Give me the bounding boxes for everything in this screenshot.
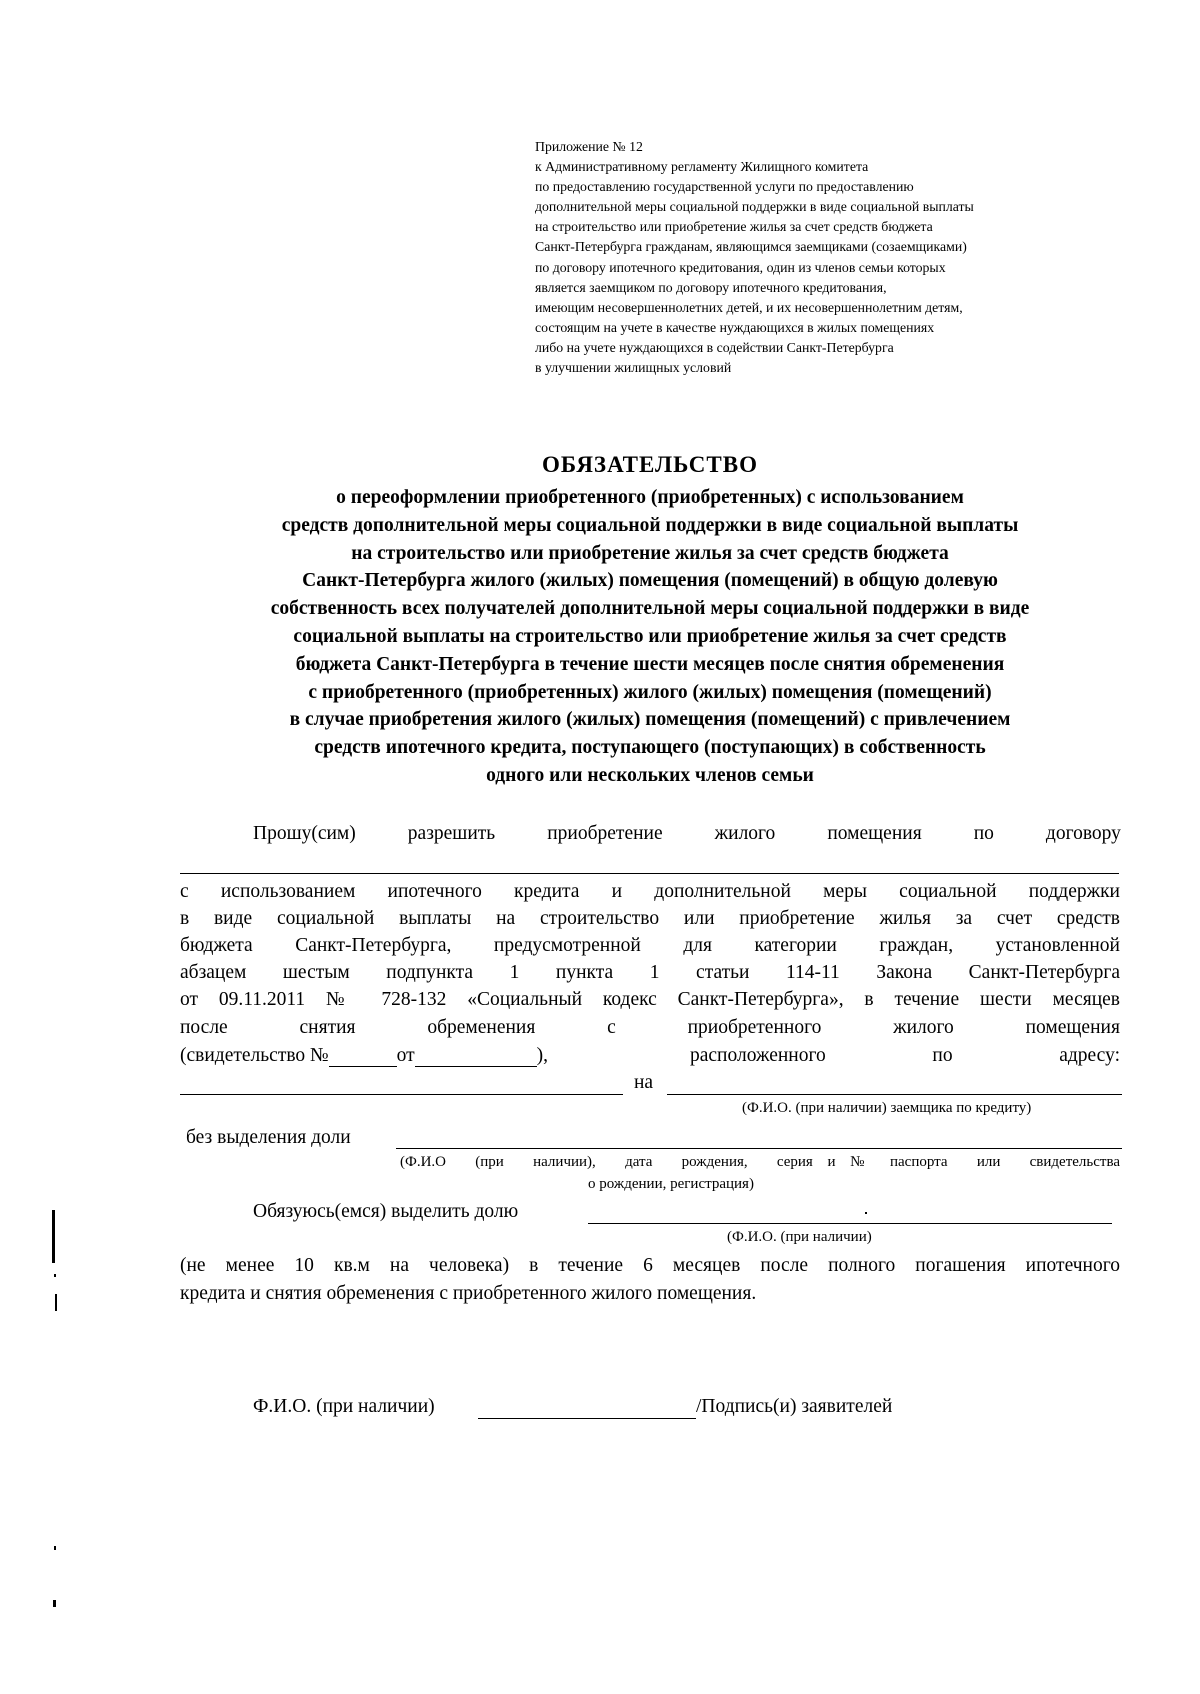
request-word: по	[973, 823, 994, 844]
annex-line: либо на учете нуждающихся в содействии Санкт-Петербурга	[535, 339, 894, 355]
document-subtitle	[140, 484, 1160, 790]
without-share-label: без выделения доли	[186, 1127, 351, 1148]
subtitle-line: на строительство или приобретение жилья за счет средств бюджета	[351, 542, 949, 564]
contract-blank-line[interactable]	[180, 873, 1119, 874]
persons-caption-line-1: (Ф.И.О (при наличии), дата рождения, серия и № паспорта или свидетельства	[400, 1154, 1120, 1170]
encumbrance-word: жилого	[893, 1017, 954, 1038]
subtitle-line: социальной выплаты на строительство или приобретение жилья за счет средств	[293, 625, 1007, 647]
annex-line: к Административному регламенту Жилищного комитета	[535, 159, 869, 175]
subtitle-line: в случае приобретения жилого (жилых) помещения (помещений) с привлечением	[289, 709, 1011, 731]
annex-line: Санкт-Петербурга гражданам, являющимся заемщиками (созаемщиками)	[535, 239, 967, 255]
encumbrance-word: обременения	[427, 1017, 536, 1038]
encumbrance-word: помещения	[1025, 1017, 1120, 1038]
body-line: в виде социальной выплаты на строительство или приобретение жилья за счет средств	[180, 908, 1120, 929]
request-word: жилого	[714, 823, 776, 844]
annex-line: имеющим несовершеннолетних детей, и их несовершеннолетним детям,	[535, 299, 963, 315]
certificate-number-blank[interactable]	[329, 1046, 397, 1067]
encumbrance-word: снятия	[299, 1017, 356, 1038]
certificate-date-blank[interactable]	[415, 1046, 537, 1067]
subtitle-line: собственность всех получателей дополнительной меры социальной поддержки в виде	[270, 598, 1030, 620]
final-line: кредита и снятия обременения с приобретенного жилого помещения.	[180, 1283, 757, 1304]
located-word: по	[932, 1045, 953, 1066]
encumbrance-word: приобретенного	[687, 1017, 822, 1038]
encumbrance-word: после	[180, 1017, 228, 1038]
subtitle-line: Санкт-Петербурга жилого (жилых) помещения (помещений) в общую долевую	[302, 570, 998, 592]
located-word: расположенного	[690, 1045, 826, 1066]
annex-line: Приложение № 12	[535, 139, 643, 154]
borrower-blank[interactable]	[667, 1094, 1122, 1095]
persons-caption-line-2: о рождении, регистрация)	[588, 1176, 754, 1192]
certificate-label: (свидетельство №	[180, 1045, 329, 1066]
scan-mark	[54, 1274, 56, 1277]
located-line	[690, 1045, 1120, 1067]
subtitle-line: средств дополнительной меры социальной поддержки в виде социальной выплаты	[281, 514, 1019, 536]
borrower-caption: (Ф.И.О. (при наличии) заемщика по кредиту)	[742, 1100, 1032, 1116]
close-paren: ),	[536, 1045, 549, 1066]
share-blank[interactable]	[588, 1223, 1112, 1224]
annex-line: является заемщиком по договору ипотечного кредитования,	[535, 279, 887, 295]
scan-speck	[865, 1212, 867, 1214]
on-label: на	[634, 1072, 654, 1093]
annex-header	[535, 137, 1155, 378]
subtitle-line: средств ипотечного кредита, поступающего (поступающих) в собственность	[314, 737, 986, 759]
persons-blank[interactable]	[396, 1148, 1122, 1149]
certificate-line	[180, 1045, 548, 1067]
encumbrance-line	[180, 1017, 1120, 1039]
signature-fio-label: Ф.И.О. (при наличии)	[253, 1396, 435, 1417]
address-blank[interactable]	[180, 1094, 623, 1095]
annex-line: дополнительной меры социальной поддержки в виде социальной выплаты	[535, 199, 974, 215]
request-word: приобретение	[547, 823, 663, 844]
annex-line: по договору ипотечного кредитования, один из членов семьи которых	[535, 259, 946, 275]
final-line: (не менее 10 кв.м на человека) в течение 6 месяцев после полного погашения ипотечного	[180, 1255, 1120, 1276]
scan-mark	[53, 1600, 56, 1607]
body-line: от 09.11.2011 № 728-132 «Социальный кодекс Санкт-Петербурга», в течение шести месяцев	[180, 989, 1120, 1010]
document-title: ОБЯЗАТЕЛЬСТВО	[541, 452, 758, 477]
scan-mark	[54, 1546, 56, 1550]
request-word: Прошу(сим)	[253, 823, 356, 844]
annex-line: в улучшении жилищных условий	[535, 360, 732, 376]
from-label: от	[396, 1045, 415, 1066]
signature-fio-blank[interactable]	[478, 1418, 696, 1419]
encumbrance-word: с	[607, 1017, 616, 1038]
scan-mark	[55, 1294, 57, 1311]
annex-line: на строительство или приобретение жилья за счет средств бюджета	[535, 219, 933, 235]
subtitle-line: бюджета Санкт-Петербурга в течение шести месяцев после снятия обременения	[295, 653, 1005, 675]
located-word: адресу:	[1059, 1045, 1120, 1066]
request-line	[253, 823, 1121, 845]
annex-line: состоящим на учете в качестве нуждающихся в жилых помещениях	[535, 319, 935, 335]
request-word: договору	[1045, 823, 1121, 844]
request-word: помещения	[827, 823, 922, 844]
body-line: с использованием ипотечного кредита и дополнительной меры социальной поддержки	[180, 881, 1120, 902]
scan-mark	[52, 1210, 55, 1263]
subtitle-line: о переоформлении приобретенного (приобретенных) с использованием	[336, 487, 964, 508]
subtitle-line: с приобретенного (приобретенных) жилого (жилых) помещения (помещений)	[308, 681, 992, 703]
body-line: бюджета Санкт-Петербурга, предусмотренной для категории граждан, установленной	[180, 935, 1120, 956]
fio-caption: (Ф.И.О. (при наличии)	[727, 1229, 872, 1245]
body-line: абзацем шестым подпункта 1 пункта 1 статьи 114-11 Закона Санкт-Петербурга	[180, 962, 1120, 983]
subtitle-line: одного или нескольких членов семьи	[486, 764, 814, 786]
signature-label: /Подпись(и) заявителей	[696, 1396, 893, 1417]
annex-line: по предоставлению государственной услуги по предоставлению	[535, 179, 914, 195]
oblige-label: Обязуюсь(емся) выделить долю	[253, 1201, 519, 1222]
request-word: разрешить	[407, 823, 496, 844]
